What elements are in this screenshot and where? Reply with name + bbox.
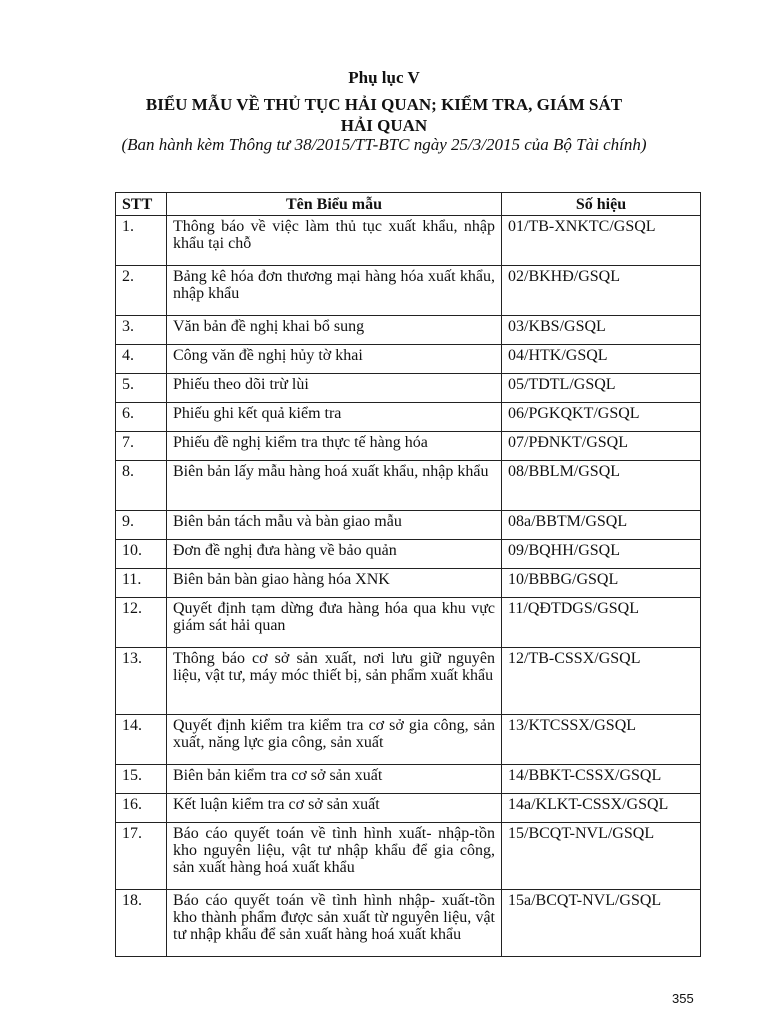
forms-table xyxy=(115,192,701,957)
row-stt: 6. xyxy=(116,403,167,432)
row-code: 08a/BBTM/GSQL xyxy=(502,511,701,540)
table-row xyxy=(116,432,701,461)
row-stt: 8. xyxy=(116,461,167,511)
table-header-row xyxy=(116,193,701,216)
row-stt: 4. xyxy=(116,345,167,374)
row-stt: 17. xyxy=(116,823,167,890)
row-stt: 3. xyxy=(116,316,167,345)
row-form-name: Công văn đề nghị hủy tờ khai xyxy=(167,345,502,374)
table-row xyxy=(116,715,701,765)
row-form-name: Thông báo về việc làm thủ tục xuất khẩu, nhập khẩu tại chỗ xyxy=(167,216,502,266)
row-code: 02/BKHĐ/GSQL xyxy=(502,266,701,316)
row-form-name: Phiếu theo dõi trừ lùi xyxy=(167,374,502,403)
row-code: 14a/KLKT-CSSX/GSQL xyxy=(502,794,701,823)
row-code: 04/HTK/GSQL xyxy=(502,345,701,374)
row-form-name: Phiếu đề nghị kiểm tra thực tế hàng hóa xyxy=(167,432,502,461)
row-code: 10/BBBG/GSQL xyxy=(502,569,701,598)
row-form-name: Quyết định tạm dừng đưa hàng hóa qua khu vực giám sát hải quan xyxy=(167,598,502,648)
row-form-name: Biên bản kiểm tra cơ sở sản xuất xyxy=(167,765,502,794)
table-row xyxy=(116,569,701,598)
table-row xyxy=(116,316,701,345)
row-stt: 14. xyxy=(116,715,167,765)
row-stt: 18. xyxy=(116,890,167,957)
table-row xyxy=(116,598,701,648)
page-number: 355 xyxy=(672,991,694,1006)
table-row xyxy=(116,765,701,794)
table-row xyxy=(116,266,701,316)
table-row xyxy=(116,403,701,432)
row-form-name: Biên bản lấy mẫu hàng hoá xuất khẩu, nhập khẩu xyxy=(167,461,502,511)
table-row xyxy=(116,540,701,569)
row-code: 05/TDTL/GSQL xyxy=(502,374,701,403)
row-form-name: Phiếu ghi kết quả kiểm tra xyxy=(167,403,502,432)
row-code: 14/BBKT-CSSX/GSQL xyxy=(502,765,701,794)
row-form-name: Thông báo cơ sở sản xuất, nơi lưu giữ nguyên liệu, vật tư, máy móc thiết bị, sản phẩm xuất khẩu xyxy=(167,648,502,715)
table-row xyxy=(116,374,701,403)
row-form-name: Báo cáo quyết toán về tình hình nhập- xuất-tồn kho thành phẩm được sản xuất từ nguyên liệu, vật tư nhập khẩu để sản xuất hàng hoá xuất khẩu xyxy=(167,890,502,957)
row-code: 08/BBLM/GSQL xyxy=(502,461,701,511)
row-stt: 13. xyxy=(116,648,167,715)
row-stt: 12. xyxy=(116,598,167,648)
row-code: 07/PĐNKT/GSQL xyxy=(502,432,701,461)
column-header-stt: STT xyxy=(116,193,167,216)
row-form-name: Báo cáo quyết toán về tình hình xuất- nhập-tồn kho nguyên liệu, vật tư nhập khẩu để gia công, sản xuất hàng hoá xuất khẩu xyxy=(167,823,502,890)
row-form-name: Văn bản đề nghị khai bổ sung xyxy=(167,316,502,345)
row-code: 12/TB-CSSX/GSQL xyxy=(502,648,701,715)
row-stt: 16. xyxy=(116,794,167,823)
document-subtitle: (Ban hành kèm Thông tư 38/2015/TT-BTC ngày 25/3/2015 của Bộ Tài chính) xyxy=(121,135,647,154)
row-code: 06/PGKQKT/GSQL xyxy=(502,403,701,432)
appendix-heading: Phụ lục V xyxy=(348,68,420,87)
row-code: 13/KTCSSX/GSQL xyxy=(502,715,701,765)
row-code: 01/TB-XNKTC/GSQL xyxy=(502,216,701,266)
row-stt: 15. xyxy=(116,765,167,794)
row-form-name: Bảng kê hóa đơn thương mại hàng hóa xuất khẩu, nhập khẩu xyxy=(167,266,502,316)
row-code: 15a/BCQT-NVL/GSQL xyxy=(502,890,701,957)
row-form-name: Biên bản bàn giao hàng hóa XNK xyxy=(167,569,502,598)
title-line-1: BIỂU MẪU VỀ THỦ TỤC HẢI QUAN; KIỂM TRA, GIÁM SÁT xyxy=(145,95,623,114)
table-row xyxy=(116,648,701,715)
title-line-2: HẢI QUAN xyxy=(340,116,428,135)
row-code: 09/BQHH/GSQL xyxy=(502,540,701,569)
row-stt: 1. xyxy=(116,216,167,266)
row-stt: 2. xyxy=(116,266,167,316)
row-stt: 11. xyxy=(116,569,167,598)
row-form-name: Đơn đề nghị đưa hàng về bảo quản xyxy=(167,540,502,569)
row-stt: 5. xyxy=(116,374,167,403)
row-form-name: Kết luận kiểm tra cơ sở sản xuất xyxy=(167,794,502,823)
row-form-name: Quyết định kiểm tra kiểm tra cơ sở gia công, sản xuất, năng lực gia công, sản xuất xyxy=(167,715,502,765)
table-row xyxy=(116,461,701,511)
table-row xyxy=(116,823,701,890)
row-code: 11/QĐTDGS/GSQL xyxy=(502,598,701,648)
column-header-code: Số hiệu xyxy=(502,193,701,216)
row-stt: 9. xyxy=(116,511,167,540)
row-code: 03/KBS/GSQL xyxy=(502,316,701,345)
table-row xyxy=(116,345,701,374)
table-row xyxy=(116,794,701,823)
row-stt: 10. xyxy=(116,540,167,569)
row-stt: 7. xyxy=(116,432,167,461)
table-row xyxy=(116,216,701,266)
row-form-name: Biên bản tách mẫu và bàn giao mẫu xyxy=(167,511,502,540)
document-title xyxy=(0,94,768,136)
row-code: 15/BCQT-NVL/GSQL xyxy=(502,823,701,890)
table-row xyxy=(116,890,701,957)
column-header-form-name: Tên Biểu mẫu xyxy=(167,193,502,216)
table-row xyxy=(116,511,701,540)
